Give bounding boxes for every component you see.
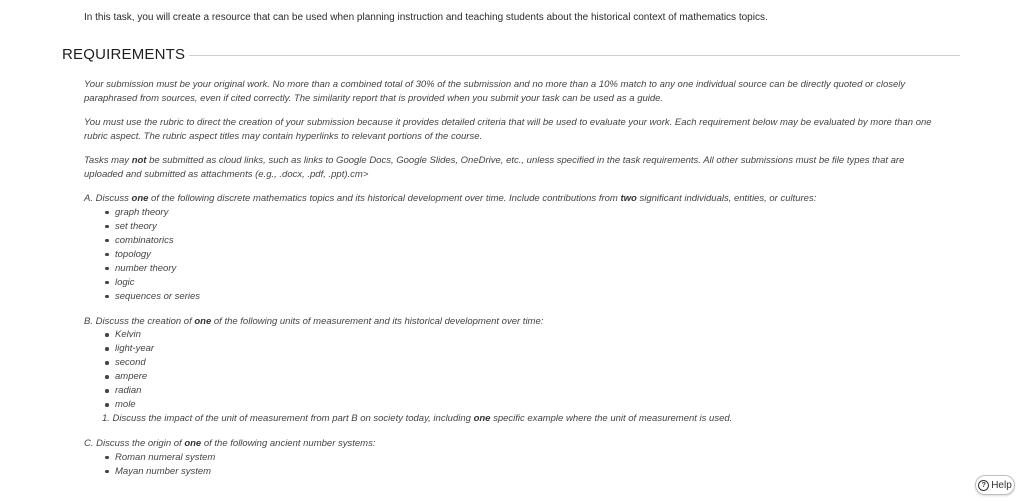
- task-b: B. Discuss the creation of one of the following units of measurement and its historical development over time:: [84, 315, 544, 327]
- requirements-header: [62, 46, 960, 63]
- list-item: topology: [84, 248, 934, 262]
- task-a-list: [84, 206, 934, 304]
- list-item: Roman numeral system: [84, 451, 934, 465]
- originality-paragraph: Your submission must be your original work. No more than a combined total of 30% of the submission and no more than a 10% match to any one individual source can be directly quoted or closely paraphrased from sources, even if cited correctly. The similarity report that is provided when you submit your task can be used as a guide.: [84, 79, 906, 104]
- list-item: mole: [84, 398, 934, 412]
- help-button[interactable]: [975, 475, 1015, 495]
- list-item: combinatorics: [84, 234, 934, 248]
- submission-format-paragraph: Tasks may not be submitted as cloud links, such as links to Google Docs, Google Slides, OneDrive, etc., unless specified in the task requirements. All other submissions must be file types that are uploaded and submitted as attachments (e.g., .docx, .pdf, .ppt).cm>: [84, 155, 905, 180]
- intro-text: In this task, you will create a resource that can be used when planning instruction and teaching students about the historical context of mathematics topics.: [84, 12, 768, 23]
- list-item: set theory: [84, 220, 934, 234]
- list-item: graph theory: [84, 206, 934, 220]
- requirements-heading: REQUIREMENTS: [62, 46, 186, 63]
- list-item: ampere: [84, 370, 934, 384]
- list-item: sequences or series: [84, 290, 934, 304]
- heading-divider: [189, 55, 960, 56]
- list-item: radian: [84, 384, 934, 398]
- list-item: number theory: [84, 262, 934, 276]
- task-b-sublist: [84, 412, 934, 426]
- requirements-content: [84, 78, 934, 479]
- task-a: A. Discuss one of the following discrete mathematics topics and its historical development over time. Include contributions from two significant individuals, entities, or cultures:: [84, 193, 817, 204]
- question-circle-icon: ?: [978, 480, 989, 491]
- list-item: logic: [84, 276, 934, 290]
- list-item: Mayan number system: [84, 465, 934, 479]
- task-b-list: [84, 328, 934, 412]
- task-b1: 1. Discuss the impact of the unit of measurement from part B on society today, including one specific example where the unit of measurement is used.: [102, 413, 733, 424]
- list-item: light-year: [84, 342, 934, 356]
- help-label: Help: [991, 479, 1012, 491]
- task-c-list: [84, 451, 934, 479]
- list-item: Kelvin: [84, 328, 934, 342]
- list-item: second: [84, 356, 934, 370]
- task-c: C. Discuss the origin of one of the following ancient number systems:: [84, 438, 376, 449]
- rubric-paragraph: You must use the rubric to direct the creation of your submission because it provides detailed criteria that will be used to evaluate your work. Each requirement below may be evaluated by more than one rubric aspect. The rubric aspect titles may contain hyperlinks to relevant portions of the course.: [84, 117, 932, 142]
